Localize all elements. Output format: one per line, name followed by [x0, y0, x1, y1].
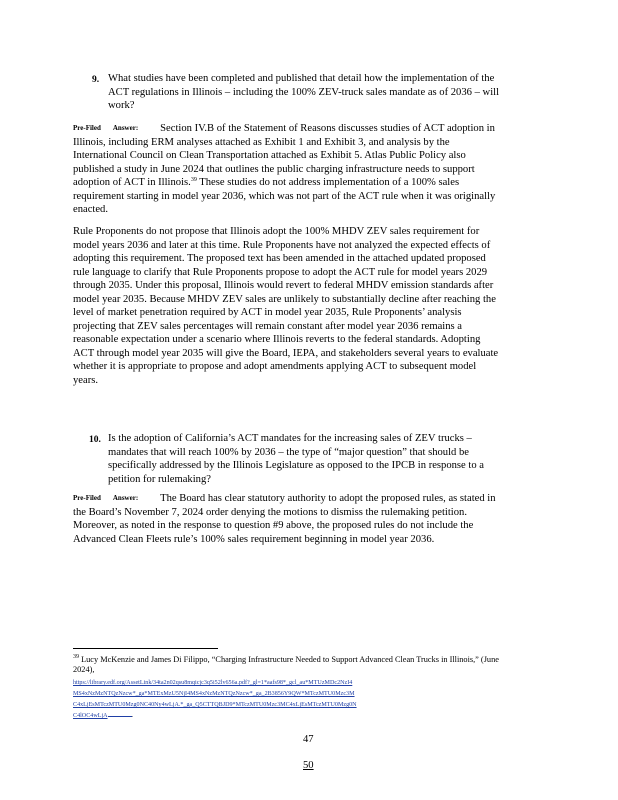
- question-9-text: What studies have been completed and published that detail how the implementation of the ACT regulations in Illinois – including the 100% ZEV-truck sales mandate as of 2036 – will work?: [108, 73, 500, 112]
- footnote-text: [73, 655, 513, 676]
- answer-10-paragraph: [73, 492, 503, 546]
- footnote-citation: Lucy McKenzie and James Di Filippo, “Charging Infrastructure Needed to Support Advanced Clean Trucks in Illinois,” (June 2024),: [73, 655, 499, 675]
- question-10-text: Is the adoption of California’s ACT mandates for the increasing sales of ZEV trucks – mandates that will reach 100% by 2036 – the type of “major question” that should be specifically addressed by the Illinois Legislature as opposed to the IPCB in response to a petition for rulemaking?: [108, 433, 484, 485]
- footnote-link-period: .: [131, 713, 134, 719]
- prefiled-label: Pre-Filed: [73, 124, 101, 132]
- footnote-link-end-row: [73, 711, 133, 723]
- footnote-link-line-2[interactable]: MS4xNzMzNTQzNzcw*_ga*MTExMzU5NjI4MS4xNzMzNTQzNzcw*_ga_2B3856Y9QW*MTczMTU0Mzc3M: [73, 691, 355, 697]
- question-10-number: 10.: [89, 435, 101, 445]
- footnote-link-underline: [108, 716, 132, 717]
- answer-9-text: Section IV.B of the Statement of Reasons discusses studies of ACT adoption in Illinois, including ERM analyses attached as Exhibit 1 and Exhibit 3, and analysis by the International Council on Clean Transportation attached as Exhibit 5. Atlas Public Policy also published a study in June 2024 that outlines the public charging infrastructure needs to support adoption of ACT in Illinois.: [73, 123, 495, 189]
- footnote-reference[interactable]: 39: [190, 177, 197, 184]
- footnote-link-line-3[interactable]: C4xLjEsMTczMTU0Mzg0NC40Ny4wLjA.*_ga_Q5CTTQBJD9*MTczMTU0Mzc3MC4xLjEsMTczMTU0Mzg0N: [73, 702, 357, 708]
- footnote-link-line-1[interactable]: https://library.edf.org/AssetLink/34ta2n02qsu8mqicjc3q5i52lv656a.pdf?_gl=1*aafs98*_gcl_au*MTUzMDc2NzI4: [73, 680, 353, 686]
- answer-9-paragraph: [73, 122, 503, 217]
- footnote-divider: [73, 648, 218, 649]
- prefiled-label: Pre-Filed: [73, 494, 101, 502]
- pdf-page-number[interactable]: 50: [303, 760, 314, 771]
- answer-10-text: The Board has clear statutory authority to adopt the proposed rules, as stated in the Board’s November 7, 2024 order denying the motions to dismiss the rulemaking petition. Moreover, as noted in the response to question #9 above, the proposed rules do not include the Advanced Clean Fleets rule’s 100% sales requirement beginning in model year 2036.: [73, 493, 496, 545]
- answer-9-second-paragraph: Rule Proponents do not propose that Illinois adopt the 100% MHDV ZEV sales requirement for model years 2036 and later at this time. Rule Proponents have not analyzed the expected effects of adopting this requirement. The proposed text has been amended in the attached updated proposed rule language to clarify that Rule Proponents propose to adopt the ACT rule for model years 2029 through 2035. Under this proposal, Illinois would revert to federal MHDV emission standards after model year 2035. Because MHDV ZEV sales are unlikely to substantially decline after reaching the level of market penetration required by ACT in model year 2035, Rule Proponents’ analysis projecting that ZEV sales percentages will remain constant after model year 2036 remains a reasonable expectation under a scenario where Illinois reverts to the federal standards. Adopting ACT through model year 2035 will give the Board, IEPA, and stakeholders several years to evaluate whether it is appropriate to propose and adopt amendments applying ACT to subsequent model years.: [73, 226, 499, 387]
- answer-label: Answer:: [112, 124, 139, 132]
- footnote-link-line-4[interactable]: C4lOC4wLjA: [73, 713, 108, 719]
- answer-9-text-continued: These studies do not address implementation of a 100% sales requirement starting in model year 2036, which was not part of the ACT rule when it was originally enacted.: [73, 177, 496, 216]
- footnote-marker: 39: [73, 654, 79, 660]
- page-number: 47: [303, 734, 314, 745]
- question-9-number: 9.: [92, 75, 100, 85]
- answer-label: Answer:: [112, 494, 139, 502]
